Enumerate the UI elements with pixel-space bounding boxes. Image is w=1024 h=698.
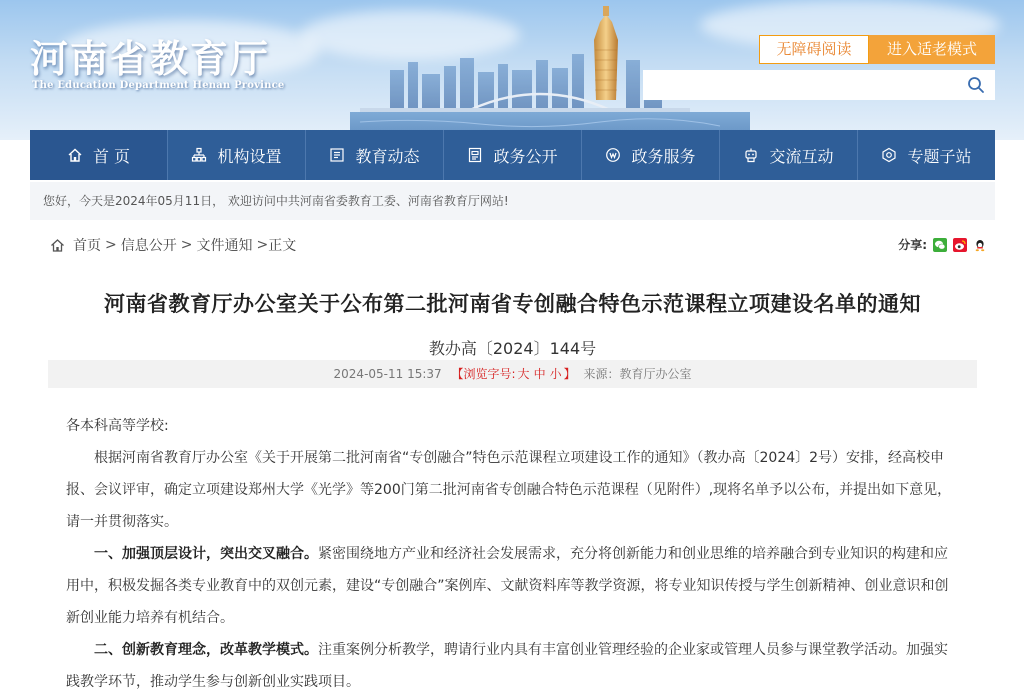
- article-meta-bar: [48, 360, 977, 388]
- header-banner: [0, 0, 1024, 140]
- font-size-prefix: 【浏览字号:: [451, 367, 516, 381]
- article-body: [66, 410, 961, 698]
- breadcrumb-separator: >: [105, 237, 117, 253]
- point-2-heading: 二、创新教育理念，改革教学模式。: [94, 642, 318, 658]
- search-icon[interactable]: [967, 76, 985, 94]
- wechat-share-icon[interactable]: [933, 238, 947, 252]
- salutation: 各本科高等学校:: [66, 418, 169, 434]
- font-size-medium-link[interactable]: 中: [533, 367, 546, 381]
- article-source: 来源：教育厅办公室: [583, 367, 692, 381]
- elder-mode-button[interactable]: 进入适老模式: [869, 35, 995, 64]
- news-icon: [329, 147, 345, 163]
- font-size-small-link[interactable]: 小: [549, 367, 562, 381]
- point-2-text: 注重案例分析教学，聘请行业内具有丰富创业管理经验的企业家或管理人员参与课堂教学活动。加强实践教学环节，推动学生参与创新创业实践项目。: [66, 642, 948, 690]
- article-content: [30, 264, 995, 690]
- nav-item-topic-sites[interactable]: [858, 130, 995, 180]
- paragraph-intro: 根据河南省教育厅办公室《关于开展第二批河南省“专创融合”特色示范课程立项建设工作的通知》（教办高〔2024〕2号）安排，经高校申报、会议评审，确定立项建设郑州大学《光学》等200门第二批河南省专创融合特色示范课程（见附件）,现将名单予以公布，并提出如下意见，请一并贯彻落实。: [66, 450, 952, 530]
- nav-item-label: 教育动态: [355, 146, 420, 166]
- main-nav: [30, 130, 995, 180]
- topic-site-icon: [881, 147, 897, 163]
- nav-item-education-news[interactable]: [306, 130, 444, 180]
- breadcrumb-home-link[interactable]: 首页: [73, 238, 101, 254]
- org-chart-icon: [191, 147, 207, 163]
- nav-item-organization[interactable]: [168, 130, 306, 180]
- breadcrumb-link-file-notices[interactable]: 文件通知: [196, 238, 253, 254]
- nav-item-home[interactable]: [30, 130, 168, 180]
- welcome-message: 您好，今天是2024年05月11日， 欢迎访问中共河南省委教育工委、河南省教育厅网站!: [30, 182, 995, 220]
- site-logo-title[interactable]: 河南省教育厅: [30, 36, 271, 81]
- nav-item-label: 政务服务: [631, 146, 696, 166]
- site-logo-subtitle: The Education Department Henan Province: [32, 80, 285, 91]
- nav-item-government-services[interactable]: [582, 130, 720, 180]
- share-label: 分享:: [898, 238, 927, 252]
- article-title: 河南省教育厅办公室关于公布第二批河南省专创融合特色示范课程立项建设名单的通知: [104, 292, 921, 316]
- qq-share-icon[interactable]: [973, 238, 987, 252]
- breadcrumb-link-info-disclosure[interactable]: 信息公开: [120, 238, 177, 254]
- home-icon: [67, 147, 83, 163]
- paragraph-point-2: [66, 634, 961, 698]
- nav-item-label: 机构设置: [217, 146, 282, 166]
- nav-item-label: 交流互动: [769, 146, 834, 166]
- font-size-large-link[interactable]: 大: [517, 367, 530, 381]
- nav-item-label: 首 页: [92, 146, 131, 166]
- point-1-heading: 一、加强顶层设计，突出交叉融合。: [94, 546, 318, 562]
- service-icon: [605, 147, 621, 163]
- accessibility-reading-button[interactable]: 无障碍阅读: [759, 35, 869, 64]
- search-input[interactable]: [643, 70, 963, 100]
- nav-item-government-affairs[interactable]: [444, 130, 582, 180]
- search-box: [643, 70, 995, 100]
- paragraph-point-1: [66, 538, 961, 634]
- interaction-icon: [743, 147, 759, 163]
- publish-date: 2024-05-11 15:37: [333, 367, 442, 381]
- point-1-text: 紧密围绕地方产业和经济社会发展需求，充分将创新能力和创业思维的培养融合到专业知识的构建和应用中，积极发掘各类专业教育中的双创元素，建设“专创融合”案例库、文献资料库等教学资源，将专业知识传授与学生创新精神、创业意识和创新创业能力培养有机结合。: [66, 546, 949, 626]
- breadcrumb-separator: >: [180, 237, 193, 253]
- document-icon: [467, 147, 483, 163]
- breadcrumb-separator: >: [256, 237, 269, 253]
- document-number: 教办高〔2024〕144号: [428, 339, 597, 358]
- breadcrumb: [30, 226, 995, 264]
- share-bar: [898, 236, 987, 253]
- nav-item-label: 政务公开: [493, 146, 558, 166]
- weibo-share-icon[interactable]: [953, 238, 967, 252]
- breadcrumb-current: 正文: [268, 238, 297, 254]
- nav-item-label: 专题子站: [907, 146, 972, 166]
- home-icon: [50, 238, 65, 253]
- font-size-suffix: 】: [563, 367, 576, 381]
- nav-item-interaction[interactable]: [720, 130, 858, 180]
